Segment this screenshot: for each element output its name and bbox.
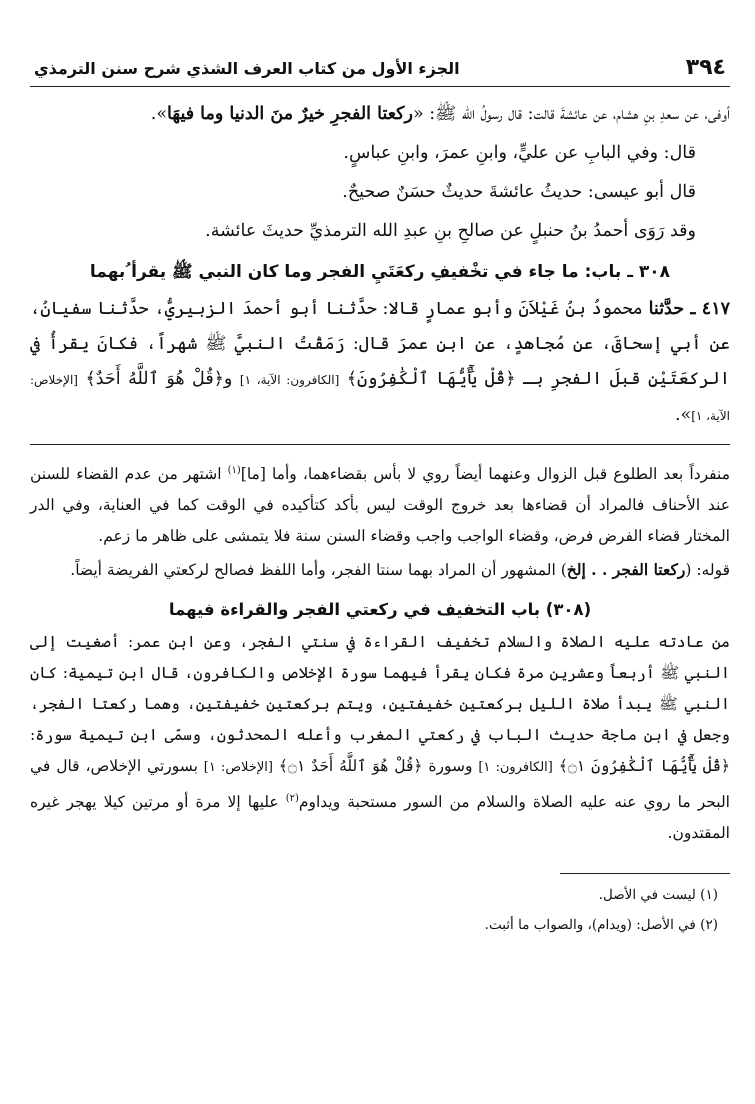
footnote: (١) ليست في الأصل. (598, 887, 718, 904)
footnote-marker: (٢) (285, 793, 299, 805)
quran-reference: [الكافرون: ١] (478, 760, 553, 776)
hadith-paragraph: أوفى، عن سعدِ بنِ هشام، عن عائشةَ قالت: قال رسولُ الله ﷺ: «ركعتا الفجرِ خيرٌ منَ الدنيا وما فيهَا». (150, 104, 730, 124)
chapter-heading: ٣٠٨ ـ باب: ما جاء في تخْفيفِ ركعَتَيِ الفجر وما كان النبي ﷺ يقرأ ُبهما (89, 262, 671, 282)
quran-reference: [الإخلاص: ١] (203, 760, 273, 776)
hadith-quote: ركعتا الفجرِ خيرٌ منَ الدنيا وما فيهَا (167, 104, 413, 124)
commentary (30, 455, 730, 849)
commentary-paragraph: قوله: (ركعتا الفجر . . إلخ) المشهور أن المراد بهما سنتا الفجر، وأما اللفظ فصالح لركعتي الفريضة أيضاً. (70, 560, 730, 580)
hadith-417: ٤١٧ ـ حدَّثنا محمودُ بنُ غَيْلاَنَ وأبو عمارٍ قالا: حدَّثنا أبو أحمدَ الزبيريُّ، حدَّثنا سفيانُ، عن أبي إسحاقَ، عن مُجاهدٍ، عن ابنِ عمرَ قال: رَمَقْتُ النبيَّ ﷺ شهراً، فكانَ يقرأُ في الركعَتَيْنِ قبلَ الفجرِ بـ ﴿قُلْ يَٰٓأَيُّهَا ٱلْكَٰفِرُونَ﴾ [الكافرون: الآية، ١] و﴿قُلْ هُوَ ٱللَّهُ أَحَدٌ﴾ [الإخلاص: الآية، ١]». (30, 299, 730, 425)
page-number: ٣٩٤ (685, 55, 726, 80)
footnote-marker: (١) (227, 465, 241, 476)
commentary-paragraph: من عادته عليه الصلاة والسلام تخفيف القراءة في سنتي الفجر، وعن ابن عمر: أصغيت إلى النبي ﷺ أربعاً وعشرين مرة فكان يقرأ فيهما سورة الإخلاص والكافرون، قال ابن تيمية: كان النبي ﷺ يبدأ صلاة الليل بركعتين خفيفتين، ويتم بركعتين خفيفتين، وهما ركعتا الفجر، وجعل في ابن ماجة حديث الباب في ركعتي المغرب وأعله المحدثون، وسمّى ابن تيمية سورة: ﴿قُلْ يَٰٓأَيُّهَا ٱلْكَٰفِرُونَ ۝١﴾ [الكافرون: ١] وسورة ﴿قُلْ هُوَ ٱللَّهُ أَحَدٌ ۝١﴾ [الإخلاص: ١] بسورتي الإخلاص، قال في البحر ما روي عنه عليه الصلاة والسلام من السور مستحبة ويداوم$^{(٢)}$ عليها إلا مرة أو مرتين كيلا يهجر غيره المقتدون. (30, 633, 731, 843)
footnote: (٢) في الأصل: (ويدام)، والصواب ما أثبت. (484, 917, 718, 934)
chapter-note: قال: وفي البابِ عن عليٍّ، وابنِ عمرَ، وابنِ عباسٍ. (343, 143, 696, 163)
running-title: الجزء الأول من كتاب العرف الشذي شرح سنن الترمذي (34, 59, 460, 78)
book-page (30, 55, 730, 940)
hadith-number: ٤١٧ ـ حدَّثنا (648, 299, 730, 319)
hadith-text (30, 97, 730, 434)
page-header (30, 55, 730, 87)
footnotes (30, 880, 730, 940)
quran-reference: [الإخلاص: الآية، ١] (30, 373, 730, 423)
commentary-paragraph: منفرداً بعد الطلوع قبل الزوال وعنهما أيضاً روي لا بأس بقضاءهما، وأما [ما]$^{(١)}$ اشتهر من عدم القضاء للسنن عند الأحناف فالمراد أن قضاءها بعد خروج الوقت ليس بأكد كتأكيده في الوقت كما في العناية، وفي الدر المختار قضاء الفرض فرض، وقضاء الواجب واجب وقضاء السنن سنة فلا يتمشى على ظاهر ما زعم. (30, 465, 730, 546)
grading-note: قال أبو عيسى: حديثُ عائشةَ حديثٌ حسَنٌ صحيحٌ. (342, 182, 696, 202)
footnote-divider (560, 873, 730, 874)
commentary-heading: (٣٠٨) باب التخفيف في ركعتي الفجر والقراءة فيهما (168, 600, 592, 620)
quran-reference: [الكافرون: الآية، ١] (239, 373, 340, 387)
narration-note: وقد رَوَى أحمدُ بنُ حنبلٍ عن صالحِ بنِ عبدِ الله الترمذيِّ حديثَ عائشة. (205, 221, 696, 241)
section-divider (30, 444, 730, 445)
